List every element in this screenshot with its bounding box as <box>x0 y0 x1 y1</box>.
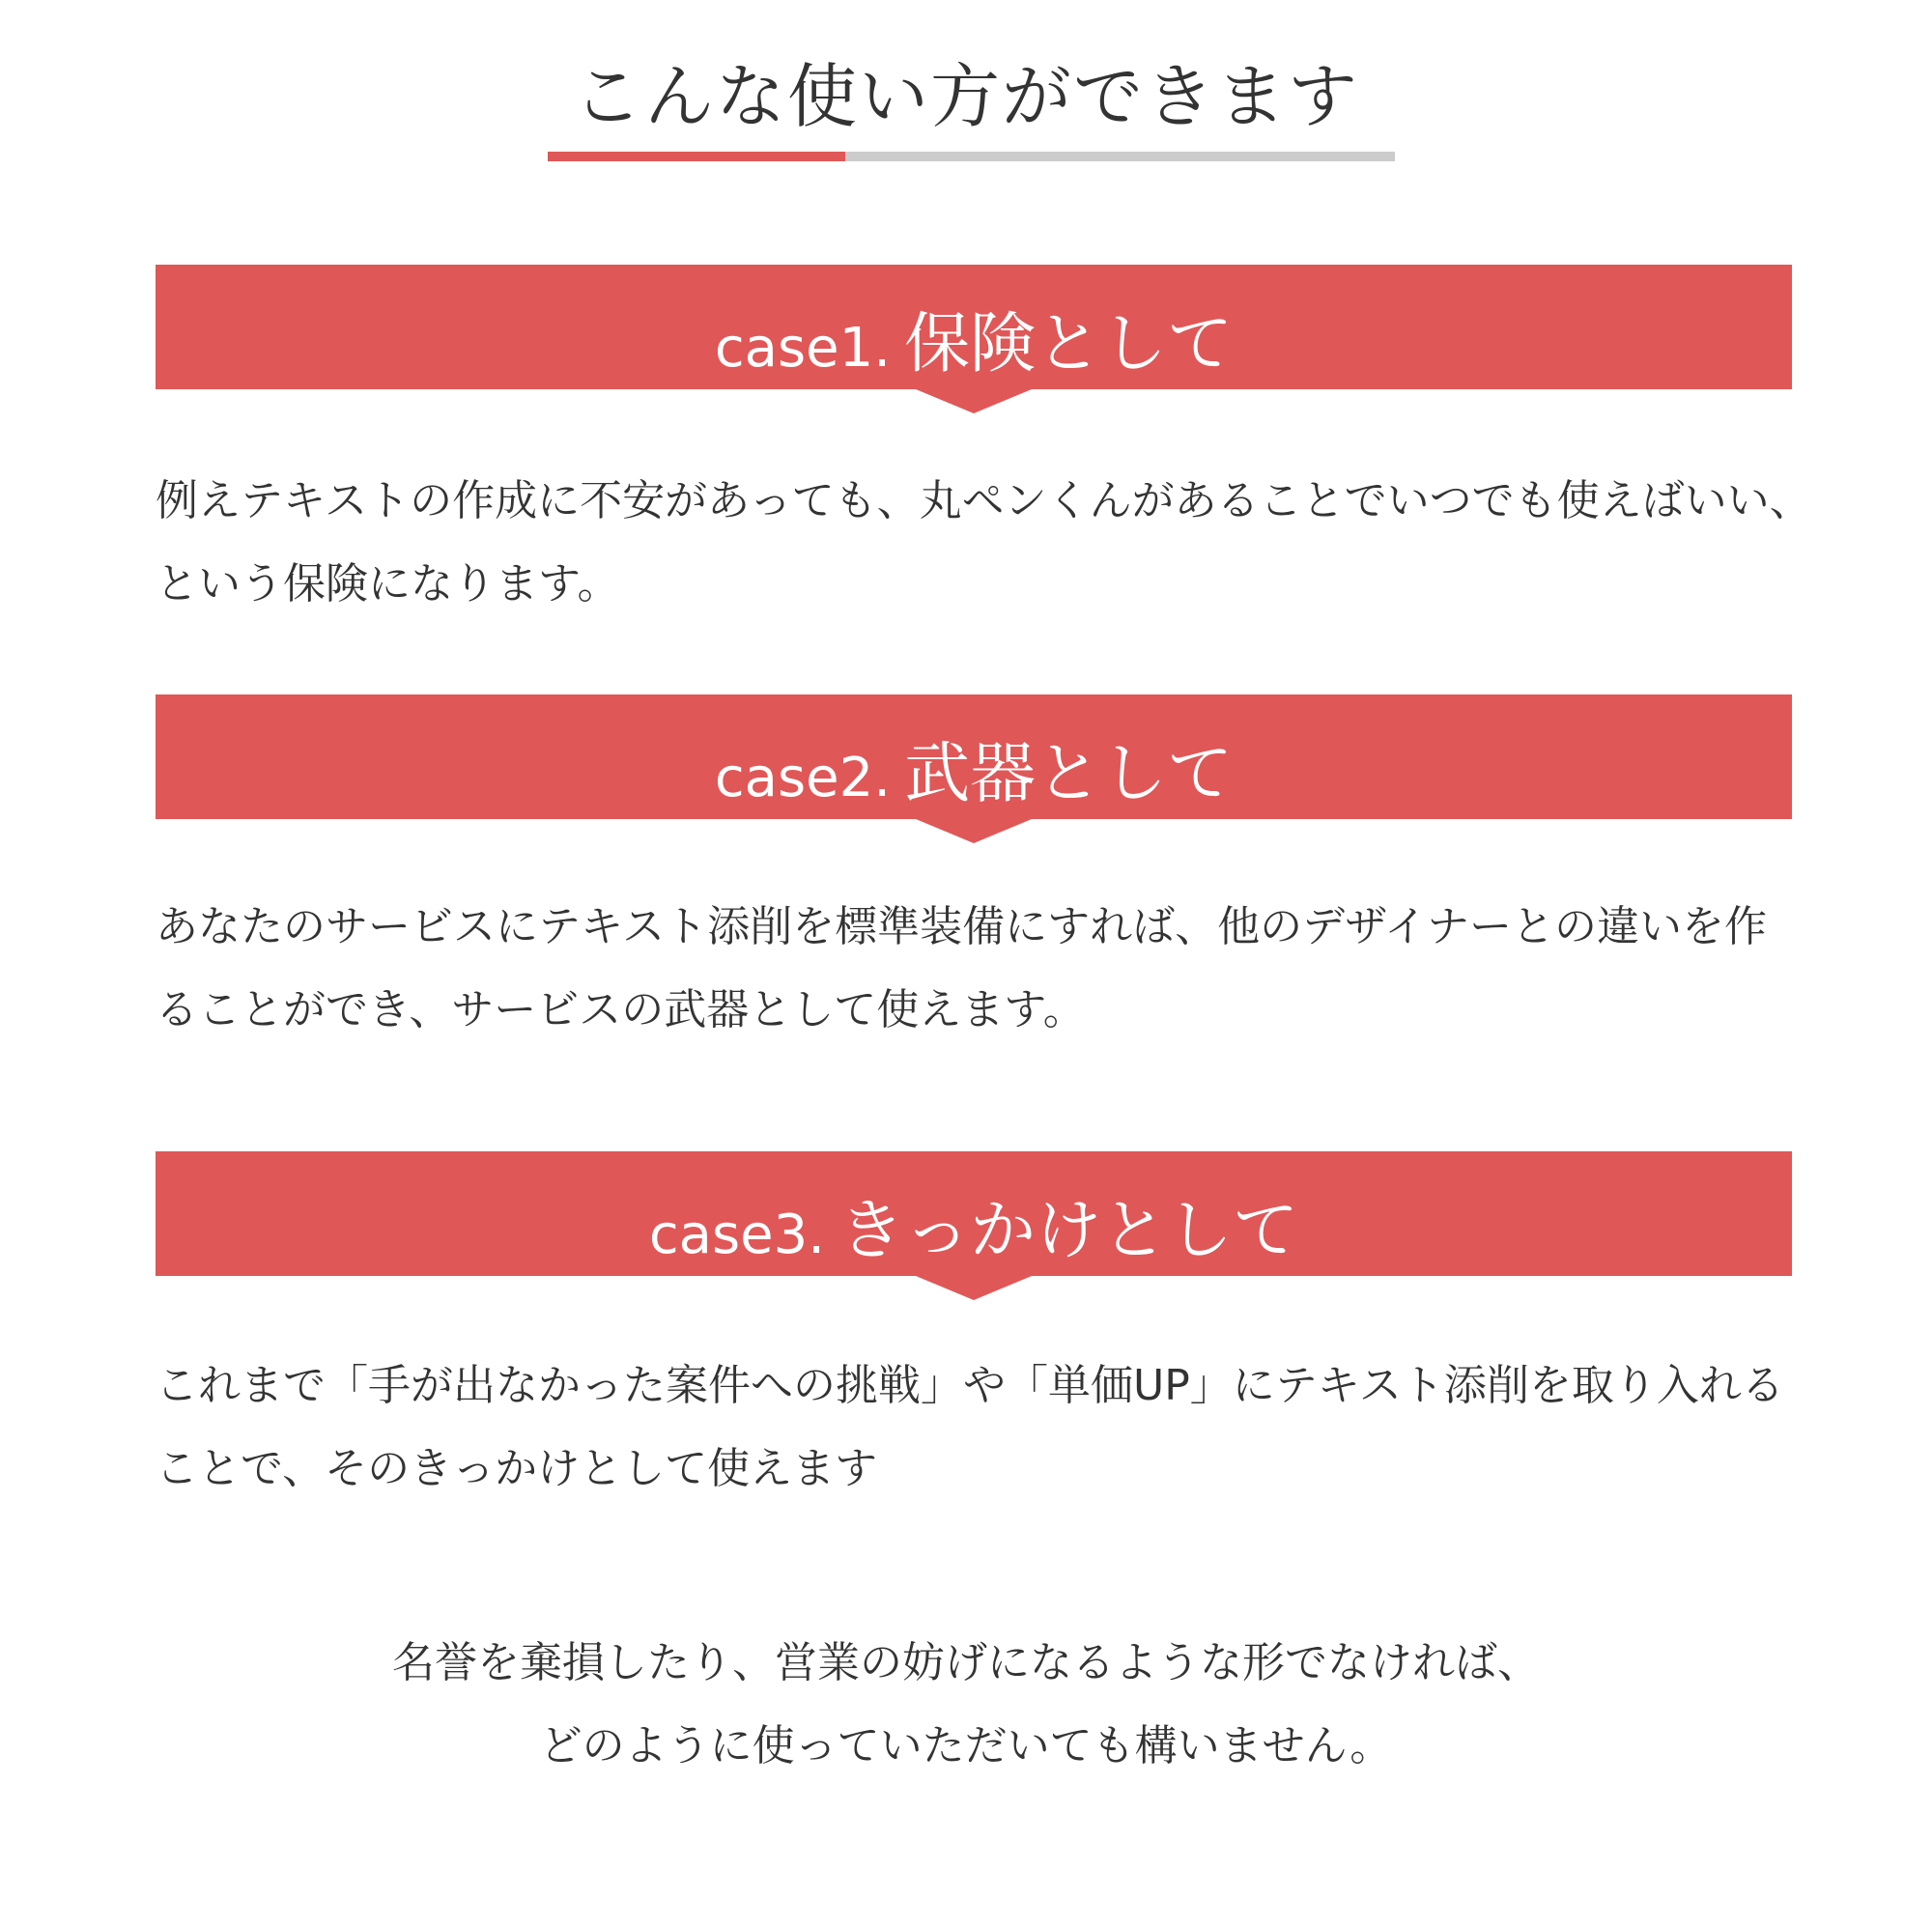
case-body-1-line-1: 例えテキストの作成に不安があっても、丸ペンくんがあることでいつでも使えばいい、 <box>156 476 1812 525</box>
case-name-3: きっかけとして <box>838 1193 1299 1269</box>
section-title: こんな使い方ができます <box>572 56 1359 137</box>
case-banner-2 <box>156 694 1792 819</box>
closing-line-2: どのように使っていただいても構いません。 <box>539 1721 1393 1770</box>
case-body-3 <box>156 1345 1817 1511</box>
case-banner-3 <box>156 1151 1792 1276</box>
case-name-2: 武器として <box>904 736 1234 812</box>
case-separator-3: . <box>808 1204 826 1266</box>
case-body-2-line-2: ることができ、サービスの武器として使えます。 <box>156 985 1086 1034</box>
case-name-1: 保険として <box>904 306 1234 382</box>
closing-line-1: 名誉を棄損したり、営業の妨げになるような形でなければ、 <box>392 1638 1540 1687</box>
title-underline-accent <box>548 152 845 161</box>
case-body-1 <box>156 460 1817 626</box>
case-title-1 <box>156 292 1792 385</box>
case-body-2 <box>156 886 1817 1052</box>
case-label-2: case2 <box>714 747 874 809</box>
case-title-3 <box>156 1178 1792 1272</box>
case-label-3: case3 <box>648 1204 809 1266</box>
case-label-1: case1 <box>714 317 874 380</box>
case-body-3-line-1: これまで「手が出なかった案件への挑戦」や「単価UP」にテキスト添削を取り入れる <box>156 1361 1784 1410</box>
case-title-2 <box>156 722 1792 815</box>
title-underline <box>548 152 1395 161</box>
case-separator-2: . <box>873 747 892 809</box>
case-body-2-line-1: あなたのサービスにテキスト添削を標準装備にすれば、他のデザイナーとの違いを作 <box>156 902 1768 951</box>
case-body-3-line-2: ことで、そのきっかけとして使えます <box>156 1444 878 1493</box>
case-body-1-line-2: という保険になります。 <box>156 559 620 609</box>
case-separator-1: . <box>873 317 892 380</box>
closing-note <box>0 1622 1932 1788</box>
case-banner-1 <box>156 265 1792 389</box>
